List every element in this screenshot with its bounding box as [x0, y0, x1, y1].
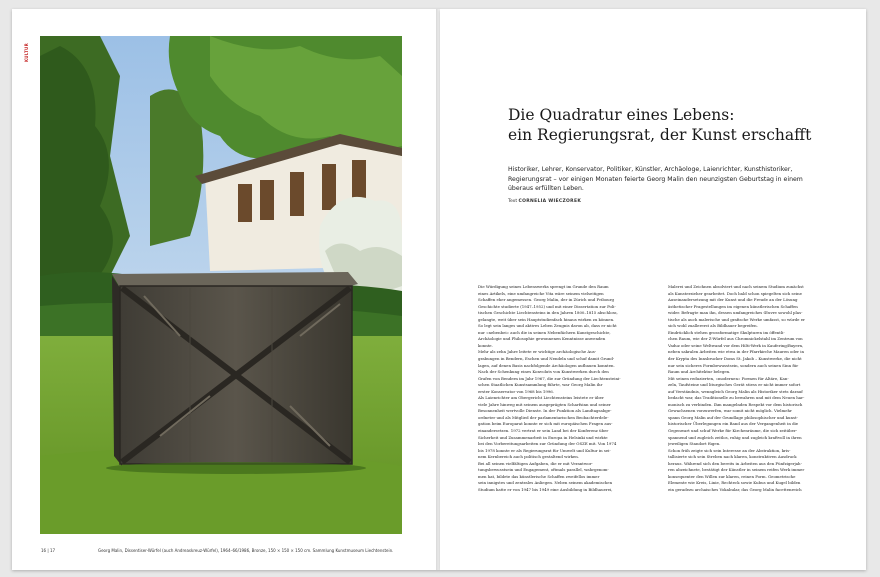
left-page [12, 9, 440, 570]
body-text-line: monisch zu verbinden. Ihm mangelnden Respekt vor dem historisch [668, 401, 803, 407]
body-text-line: ein geradezu archaisches Vokabular, das Georg Malin facettenreich [668, 486, 802, 492]
byline-prefix: Text [508, 199, 518, 204]
body-text-line: Nach der Schenkung eines Konvoluts von Kunstwerken durch den [478, 369, 609, 375]
byline [508, 199, 581, 204]
body-text-line: nem Kernbereich auch politisch gestaltend wirken. [478, 454, 579, 460]
body-text-line: ordneter und als Mitglied der parlamentarischen Beobachterdele- [478, 414, 609, 420]
body-text-line: bis 1978 konnte er als Regierungsrat für Umwelt und Kultur in sei- [478, 447, 611, 453]
body-column-1 [478, 284, 658, 494]
body-text-line: men hat, bildete das künstlerische Schaffen zweifellos immer [478, 473, 600, 479]
body-text-line: ren abzeichnete, bestätigt der Künstler in seinem reifen Werk immer [668, 467, 805, 473]
article-headline [508, 105, 858, 145]
body-text-line: konsequenter den Willen zur klaren, reinen Form. Geometrische [668, 473, 796, 479]
body-text-line: viele Jahre hinweg mit seinem ausgeprägten Scharfsinn und seiner [478, 401, 611, 407]
body-text-line: Als Laienrichter am Obergericht Liechtensteins leistete er über [478, 395, 604, 401]
body-text-line: jeweiligen Standort fügen. [668, 441, 721, 447]
body-text-line: Raum und Architektur belegen. [668, 369, 731, 375]
body-column-2 [668, 284, 848, 494]
body-text-line: Mehr als zehn Jahre leitete er wichtige archäologische Aus- [478, 349, 597, 355]
body-text-line: Gewachsenen vorzuwerfen, war somit nicht möglich. Vielmehr [668, 408, 792, 414]
body-text-line: lagen, auf denen Basis nachfolgende Archäologen aufbauen konnten. [478, 362, 615, 368]
body-text-line: ästhetischer Fragestellungen im eigenen künstlerischen Schaffen [668, 303, 798, 309]
body-text-line: Geschichte studierte (1947–1952) und mit einer Dissertation zur Poli- [478, 303, 616, 309]
body-text-line: tallisierte sich sein Streben nach klaren, konstruktiven Ausdruck [668, 454, 797, 460]
body-text-line: Eindrücklich stehen grossformatige Skulpturen im öffentli- [668, 329, 785, 335]
body-text-line: bei den Vorbereitungsarbeiten zur Gründung der OSZE mit. Von 1974 [478, 441, 617, 447]
body-text-line: Vaduz oder seine Weltwand vor dem Hilti-Werk in Kaufering/Bayern, [668, 342, 804, 348]
body-text-line: Auseinandersetzung mit der Kunst und die Freude an der Lösung [668, 297, 798, 303]
body-text-line: nur «nebenbei» auch die in seinen Nebenfächern Kunstgeschichte, [478, 329, 611, 335]
body-text-line: bedacht war, das Traditionelle zu bewahren und mit dem Neuen har- [668, 395, 805, 401]
body-text-line: neben sakralen Arbeiten wie etwa in der Pfarrkirche Mauren oder in [668, 349, 805, 355]
body-text-line: tungsbewusstsein und Engagement, oftmals parallel, wahrgenom- [478, 467, 609, 473]
body-text-line: schen Staatlichen Kunstsammlung führte, war Georg Malin ihr [478, 382, 603, 388]
body-text-line: als Kunsterzieher gearbeitet. Doch bald schon spiegelten sich seine [668, 290, 802, 296]
photo-caption: Georg Malin, Dissentiser-Würfel (auch Andreaskreuz-Würfel), 1964–66/1986, Bronze, 150 × 150 × 150 cm. Sammlung Kunstmuseum Liechtenstein. [98, 548, 394, 553]
body-text-line: Besonnenheit wertvolle Dienste. In der Funktion als Landtagsabge- [478, 408, 612, 414]
byline-author: CORNELIA WIECZOREK [518, 199, 582, 204]
body-text-line: Mit seinen reduzierten, «modernen» Formen für Altäre, Kan- [668, 375, 789, 381]
body-text-line: Elemente wie Kreis, Linie, Rechteck sowie Kubus und Kugel bilden [668, 480, 801, 486]
body-text-line: nur sein sicheres Formbewusstsein, sondern auch seinen Sinn für [668, 362, 799, 368]
body-text-line: Schon früh zeigte sich sein Interesse an der Abstraktion, kris- [668, 447, 791, 453]
sculpture-photo [40, 36, 402, 534]
body-text-line: Malerei und Zeichnen absolviert und nach seinem Studium zunächst [668, 284, 804, 289]
body-text-line: Bei all seinen vielfältigen Aufgaben, die er mit Verantwor- [478, 460, 593, 466]
body-text-line: konnte. [478, 342, 493, 348]
body-text-line: eines Artikels, eine umfangreiche Vita wäre seinem vielseitigen [478, 290, 604, 296]
body-text-line: Studium hatte er von 1947 bis 1949 eine Ausbildung in Bildhauerei, [478, 486, 613, 492]
headline-line-1: Die Quadratur eines Lebens: [508, 106, 735, 124]
body-text-line: Grafen von Bendern im Jahr 1967, die zur Gründung der Liechtensteini- [478, 375, 621, 381]
body-text-line: Gegenwart und schuf Werke für Kirchenräume, die sich zeitüber- [668, 428, 798, 434]
body-text-line: spannend und zugleich zeitlos, ruhig und zugleich kraftvoll in ihren [668, 434, 802, 440]
article-deck: Historiker, Lehrer, Konservator, Politiker, Künstler, Archäologe, Laienrichter, Kunsthistoriker, Regierungsrat – vor einigen Monaten feierte Georg Malin den neunzigsten Geburtstag in einem überaus erfüllten Leben. [508, 166, 803, 193]
body-text-line: Schaffen eher angemessen. Georg Malin, der in Zürich und Fribourg [478, 297, 615, 303]
body-text-line: Sicherheit und Zusammenarbeit in Europa in Helsinki und wirkte [478, 434, 608, 440]
body-text-line: sich wohl zuallererst als Bildhauer begreifen. [668, 323, 758, 329]
body-text-line: tischen Geschichte Liechtensteins in den Jahren 1800–1815 abschloss, [478, 310, 618, 316]
body-text-line: erster Konservator von 1968 bis 1996. [478, 388, 554, 394]
body-text-line: chen Raum, wie der Z-Würfel aus Chromnickelstahl im Zentrum von [668, 336, 803, 342]
body-text-line: Archäologie und Philosophie gewonnenen Kenntnisse anwenden [478, 336, 606, 342]
body-text-line: historischer Überlegungen ein Band aus der Vergangenheit in die [668, 421, 799, 427]
body-text-line: auf Verständnis, wenngleich Georg Malin als Historiker stets darauf [668, 388, 803, 394]
body-text-line: gation beim Europarat konnte er sich mit europäischen Fragen aus- [478, 421, 613, 427]
body-text-line: sein innigstes und zentrales Anliegen. Neben seinem akademischen [478, 480, 613, 486]
headline-line-2: ein Regierungsrat, der Kunst erschafft [508, 126, 812, 145]
body-text-line: Die Würdigung seines Lebenswerks sprengt im Grunde den Raum [478, 284, 609, 289]
body-text-line: spann Georg Malin auf der Grundlage philosophischer und kunst- [668, 414, 798, 420]
body-text-line: heraus. Während sich den bereits in Arbeiten aus den Fünfzigerjah- [668, 460, 802, 466]
body-text-line: So legt sein langes und aktives Leben Zeugnis davon ab, dass er nicht [478, 323, 617, 329]
body-text-line: der Krypta des Innsbrucker Doms St. Jakob – Kunstwerke, die nicht [668, 356, 802, 362]
section-tag: KULTUR [24, 43, 29, 63]
body-text-line: wider. Befragte man ihn, dessen umfangreiches Œuvre sowohl plas- [668, 310, 803, 316]
body-text-line: gelangte, weit über sein Hauptstudienfach hinaus wirken zu können. [478, 316, 615, 322]
right-page [440, 9, 866, 570]
body-text-line: zeln, Taufsteine und liturgisches Gerät stiess er nicht immer sofort [668, 382, 801, 388]
page-folio: 16 | 17 [41, 548, 56, 553]
body-text-line: grabungen in Bendern, Eschen und Nendeln und schuf damit Grund- [478, 356, 615, 362]
body-text-line: einandersetzen. 1972 vertrat er sein Land bei der Konferenz über [478, 428, 609, 434]
body-text-line: tische als auch malerische und grafische Werke umfasst, so würde er [668, 316, 805, 322]
